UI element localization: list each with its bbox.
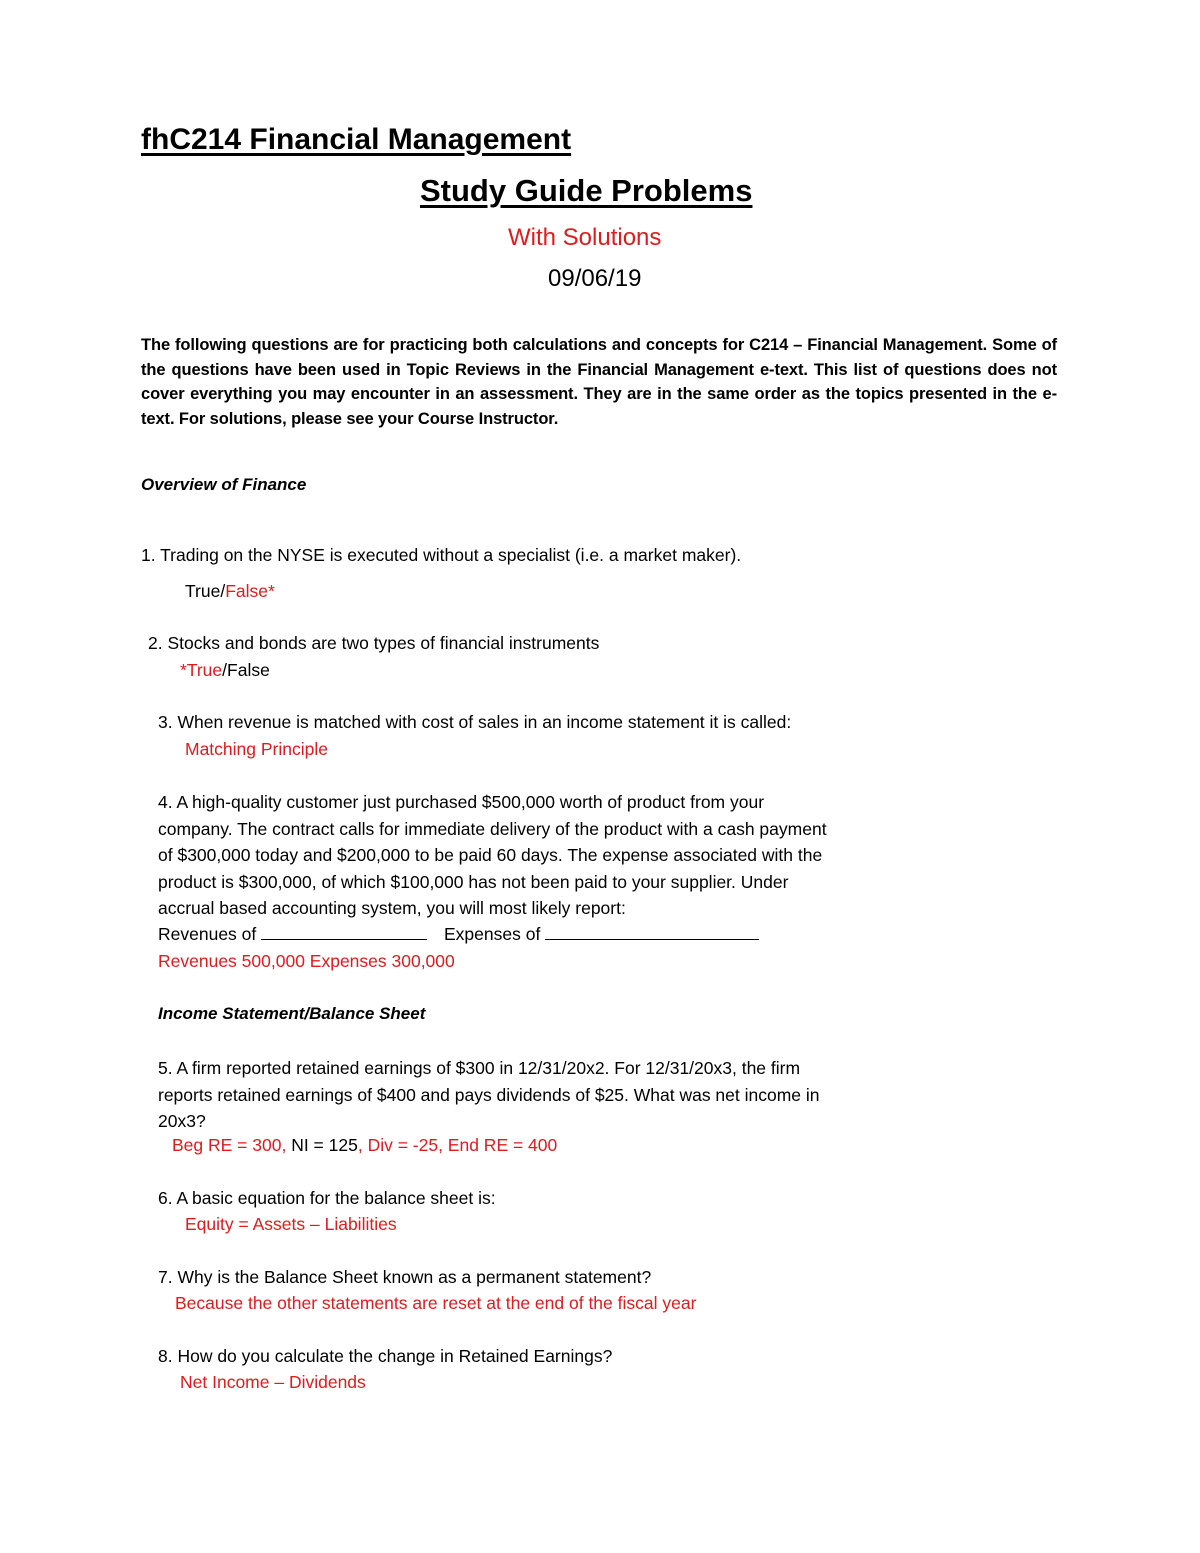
revenues-blank [261,938,427,940]
answer-5 [172,1135,557,1156]
revenues-label: Revenues of [158,924,262,944]
question-3: 3. When revenue is matched with cost of sales in an income statement it is called: [158,712,792,732]
answer-4: Revenues 500,000 Expenses 300,000 [158,951,455,971]
subtitle: With Solutions [508,224,662,251]
answer-5-net-income: NI = 125 [291,1135,358,1155]
expenses-blank [545,938,759,940]
question-4-blanks [158,924,759,945]
question-4-line: company. The contract calls for immediate delivery of the product with a cash payment [158,818,827,839]
intro-paragraph: The following questions are for practicing both calculations and concepts for C214 – Financial Management. Some of the questions have been used in Topic Reviews in the Financial Management e-text. This list of questions does not cover everything you may encounter in an assessment. They are in the same order as the topics presented in the e-text. For solutions, please see your Course Instructor. [141,336,1057,428]
section-income-statement-balance-sheet: Income Statement/Balance Sheet [158,1004,426,1023]
answer-5-beg-re: Beg RE = 300, [172,1135,292,1155]
question-4-line: of $300,000 today and $200,000 to be paid 60 days. The expense associated with the [158,845,823,865]
question-5 [158,1055,820,1135]
question-5-line: 5. A firm reported retained earnings of $300 in 12/31/20x2. For 12/31/20x3, the firm [158,1058,801,1078]
question-6: 6. A basic equation for the balance sheet is: [158,1188,496,1208]
answer-2-true: *True [180,660,223,680]
answer-2 [180,660,270,681]
question-4-line: 4. A high-quality customer just purchased $500,000 worth of product from your [158,792,765,812]
answer-6: Equity = Assets – Liabilities [185,1214,397,1234]
document-title: Study Guide Problems [420,173,753,208]
question-8: 8. How do you calculate the change in Retained Earnings? [158,1346,613,1366]
question-7: 7. Why is the Balance Sheet known as a permanent statement? [158,1267,652,1287]
answer-2-false: /False [222,660,270,680]
expenses-label: Expenses of [444,924,546,944]
question-2: 2. Stocks and bonds are two types of financial instruments [148,633,600,653]
answer-5-div-end-re: , Div = -25, End RE = 400 [357,1135,558,1155]
answer-3: Matching Principle [185,739,328,759]
question-5-line: reports retained earnings of $400 and pays dividends of $25. What was net income in [158,1084,820,1105]
answer-7: Because the other statements are reset at the end of the fiscal year [175,1293,697,1313]
question-4-line: accrual based accounting system, you will most likely report: [158,898,626,918]
section-overview-of-finance: Overview of Finance [141,475,307,494]
question-1: 1. Trading on the NYSE is executed without a specialist (i.e. a market maker). [141,545,742,565]
question-5-line: 20x3? [158,1111,206,1131]
answer-1-true: True/ [185,581,226,601]
answer-1 [185,581,275,602]
answer-8: Net Income – Dividends [180,1372,366,1392]
question-4-line: product is $300,000, of which $100,000 has not been paid to your supplier. Under [158,871,789,892]
answer-1-false: False* [225,581,275,601]
question-4 [158,789,827,922]
date: 09/06/19 [548,265,642,292]
course-title: fhC214 Financial Management [141,123,572,156]
